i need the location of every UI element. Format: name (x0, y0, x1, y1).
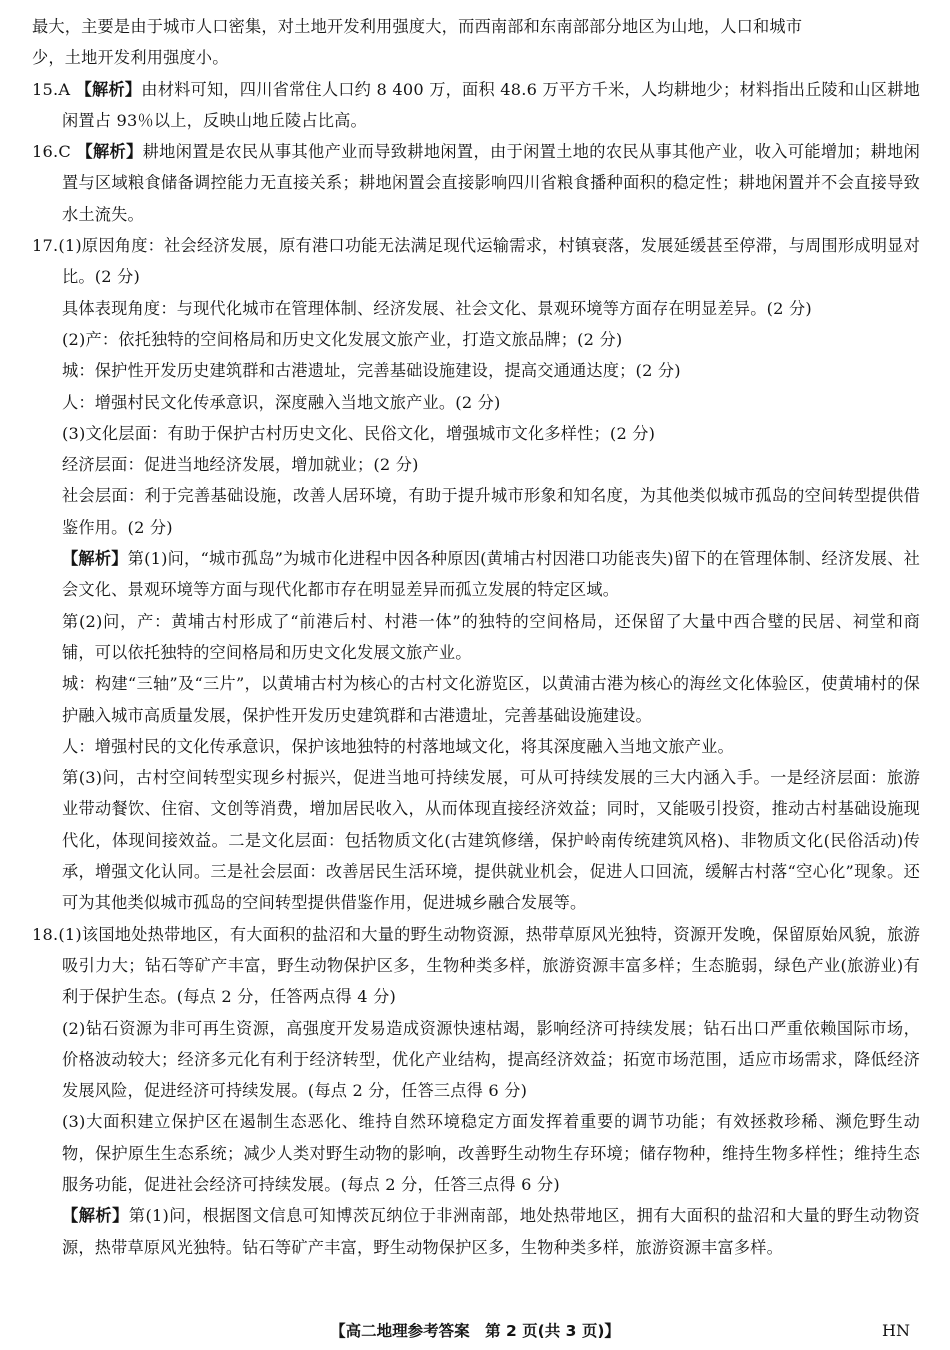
analysis-text: 由材料可知，四川省常住人口约 8 400 万，面积 48.6 万平方千米，人均耕地少；材料指出丘陵和山区耕地闲置占 93％以上，反映山地丘陵占比高。 (62, 79, 920, 130)
analysis-text: 耕地闲置是农民从事其他产业而导致耕地闲置，由于闲置土地的农民从事其他产业，收入可能增加；耕地闲置与区域粮食储备调控能力无直接关系；耕地闲置会直接影响四川省粮食播种面积的稳定性；耕地闲置并不会直接导致水土流失。 (62, 142, 920, 224)
analysis-tag: 【解析】 (62, 549, 128, 569)
question-18-line: (3)大面积建立保护区在遏制生态恶化、维持自然环境稳定方面发挥着重要的调节功能；有效拯救珍稀、濒危野生动物，保护原生生态系统；减少人类对野生动物的影响，改善野生动物生存环境；储存物种，维持生物多样性；维持生态服务功能，促进社会经济可持续发展。(每点 2 分，任答三点得 6 分) (62, 1112, 920, 1194)
answer-content (32, 11, 920, 1263)
question-17-analysis-line: 城：构建“三轴”及“三片”，以黄埔古村为核心的古村文化游览区，以黄浦古港为核心的海丝文化体验区，使黄埔村的保护融入城市高质量发展，保护性开发历史建筑群和古港遗址，完善基础设施建设。 (62, 674, 920, 725)
question-17-part1: 17.(1)原因角度：社会经济发展，原有港口功能无法满足现代运输需求，村镇衰落，发展延缓甚至停滞，与周围形成明显对比。(2 分) (32, 236, 920, 287)
question-15: 15.A 【解析】由材料可知，四川省常住人口约 8 400 万，面积 48.6 万平方千米，人均耕地少；材料指出丘陵和山区耕地闲置占 93％以上，反映山地丘陵占比高。 (32, 79, 920, 130)
question-18-line: (2)钻石资源为非可再生资源，高强度开发易造成资源快速枯竭，影响经济可持续发展；钻石出口严重依赖国际市场，价格波动较大；经济多元化有利于经济转型，优化产业结构，提高经济效益；拓宽市场范围，适应市场需求，降低经济发展风险，促进经济可持续发展。(每点 2 分，任答三点得 6 分) (62, 1018, 920, 1101)
question-17-analysis: 【解析】第(1)问，“城市孤岛”为城市化进程中因各种原因(黄埔古村因港口功能丧失)留下的在管理体制、经济发展、社会文化、景观环境等方面与现代化都市存在明显差异而孤立发展的特定区域。 (62, 549, 920, 600)
question-17-line: (3)文化层面：有助于保护古村历史文化、民俗文化，增强城市文化多样性；(2 分) (62, 423, 656, 443)
footer-code: HN (882, 1321, 910, 1340)
analysis-tag: 【解析】 (62, 1206, 129, 1226)
question-17-line: 具体表现角度：与现代化城市在管理体制、经济发展、社会文化、景观环境等方面存在明显差异。(2 分) (62, 298, 812, 318)
text-line: 少，土地开发利用强度小。 (32, 48, 229, 68)
question-17-line: 人：增强村民文化传承意识，深度融入当地文旅产业。(2 分) (62, 392, 501, 412)
question-16: 16.C 【解析】耕地闲置是农民从事其他产业而导致耕地闲置，由于闲置土地的农民从事其他产业，收入可能增加；耕地闲置与区域粮食储备调控能力无直接关系；耕地闲置会直接影响四川省粮食播种面积的稳定性；耕地闲置并不会直接导致水土流失。 (32, 142, 920, 224)
text-line: 最大，主要是由于城市人口密集，对土地开发利用强度大，而西南部和东南部部分地区为山地，人口和城市 (32, 17, 803, 36)
analysis-tag: 【解析】 (75, 79, 142, 99)
question-17-line: 社会层面：利于完善基础设施，改善人居环境，有助于提升城市形象和知名度，为其他类似城市孤岛的空间转型提供借鉴作用。(2 分) (62, 486, 920, 537)
footer-title: 【高二地理参考答案 第 2 页(共 3 页)】 (330, 1322, 620, 1340)
answer-letter: A (58, 79, 71, 99)
question-17-line: 经济层面：促进当地经济发展，增加就业；(2 分) (62, 455, 419, 475)
question-17-analysis-line: 人：增强村民的文化传承意识，保护该地独特的村落地域文化，将其深度融入当地文旅产业。 (62, 736, 734, 756)
question-17-line: (2)产：依托独特的空间格局和历史文化发展文旅产业，打造文旅品牌；(2 分) (62, 329, 623, 349)
question-17-analysis-line: 第(2)问，产：黄埔古村形成了“前港后村、村港一体”的独特的空间格局，还保留了大量中西合璧的民居、祠堂和商铺，可以依托独特的空间格局和历史文化发展文旅产业。 (62, 611, 920, 662)
question-17-analysis-line: 第(3)问，古村空间转型实现乡村振兴，促进当地可持续发展，可从可持续发展的三大内涵入手。一是经济层面：旅游业带动餐饮、住宿、文创等消费，增加居民收入，从而体现直接经济效益；同时，又能吸引投资，推动古村基础设施现代化，体现间接效益。二是文化层面：包括物质文化(古建筑修缮，保护岭南传统建筑风格)、非物质文化(民俗活动)传承，增强文化认同。三是社会层面：改善居民生活环境，提供就业机会，促进人口回流，缓解古村落“空心化”现象。还可为其他类似城市孤岛的空间转型提供借鉴作用，促进城乡融合发展等。 (62, 768, 920, 913)
page-footer (0, 1317, 950, 1345)
question-18-analysis: 【解析】第(1)问，根据图文信息可知博茨瓦纳位于非洲南部，地处热带地区，拥有大面积的盐沼和大量的野生动物资源，热带草原风光独特。钻石等矿产丰富，野生动物保护区多，生物种类多样，旅游资源丰富多样。 (62, 1206, 920, 1257)
continued-text (32, 11, 920, 74)
question-18-part1: 18.(1)该国地处热带地区，有大面积的盐沼和大量的野生动物资源，热带草原风光独特，资源开发晚，保留原始风貌，旅游吸引力大；钻石等矿产丰富，野生动物保护区多，生物种类多样，旅游资源丰富多样；生态脆弱，绿色产业(旅游业)有利于保护生态。(每点 2 分，任答两点得 4 分) (32, 924, 920, 1007)
analysis-tag: 【解析】 (76, 142, 143, 162)
question-17-line: 城：保护性开发历史建筑群和古港遗址，完善基础设施建设，提高交通通达度；(2 分) (62, 361, 681, 381)
answer-letter: C (58, 142, 71, 162)
